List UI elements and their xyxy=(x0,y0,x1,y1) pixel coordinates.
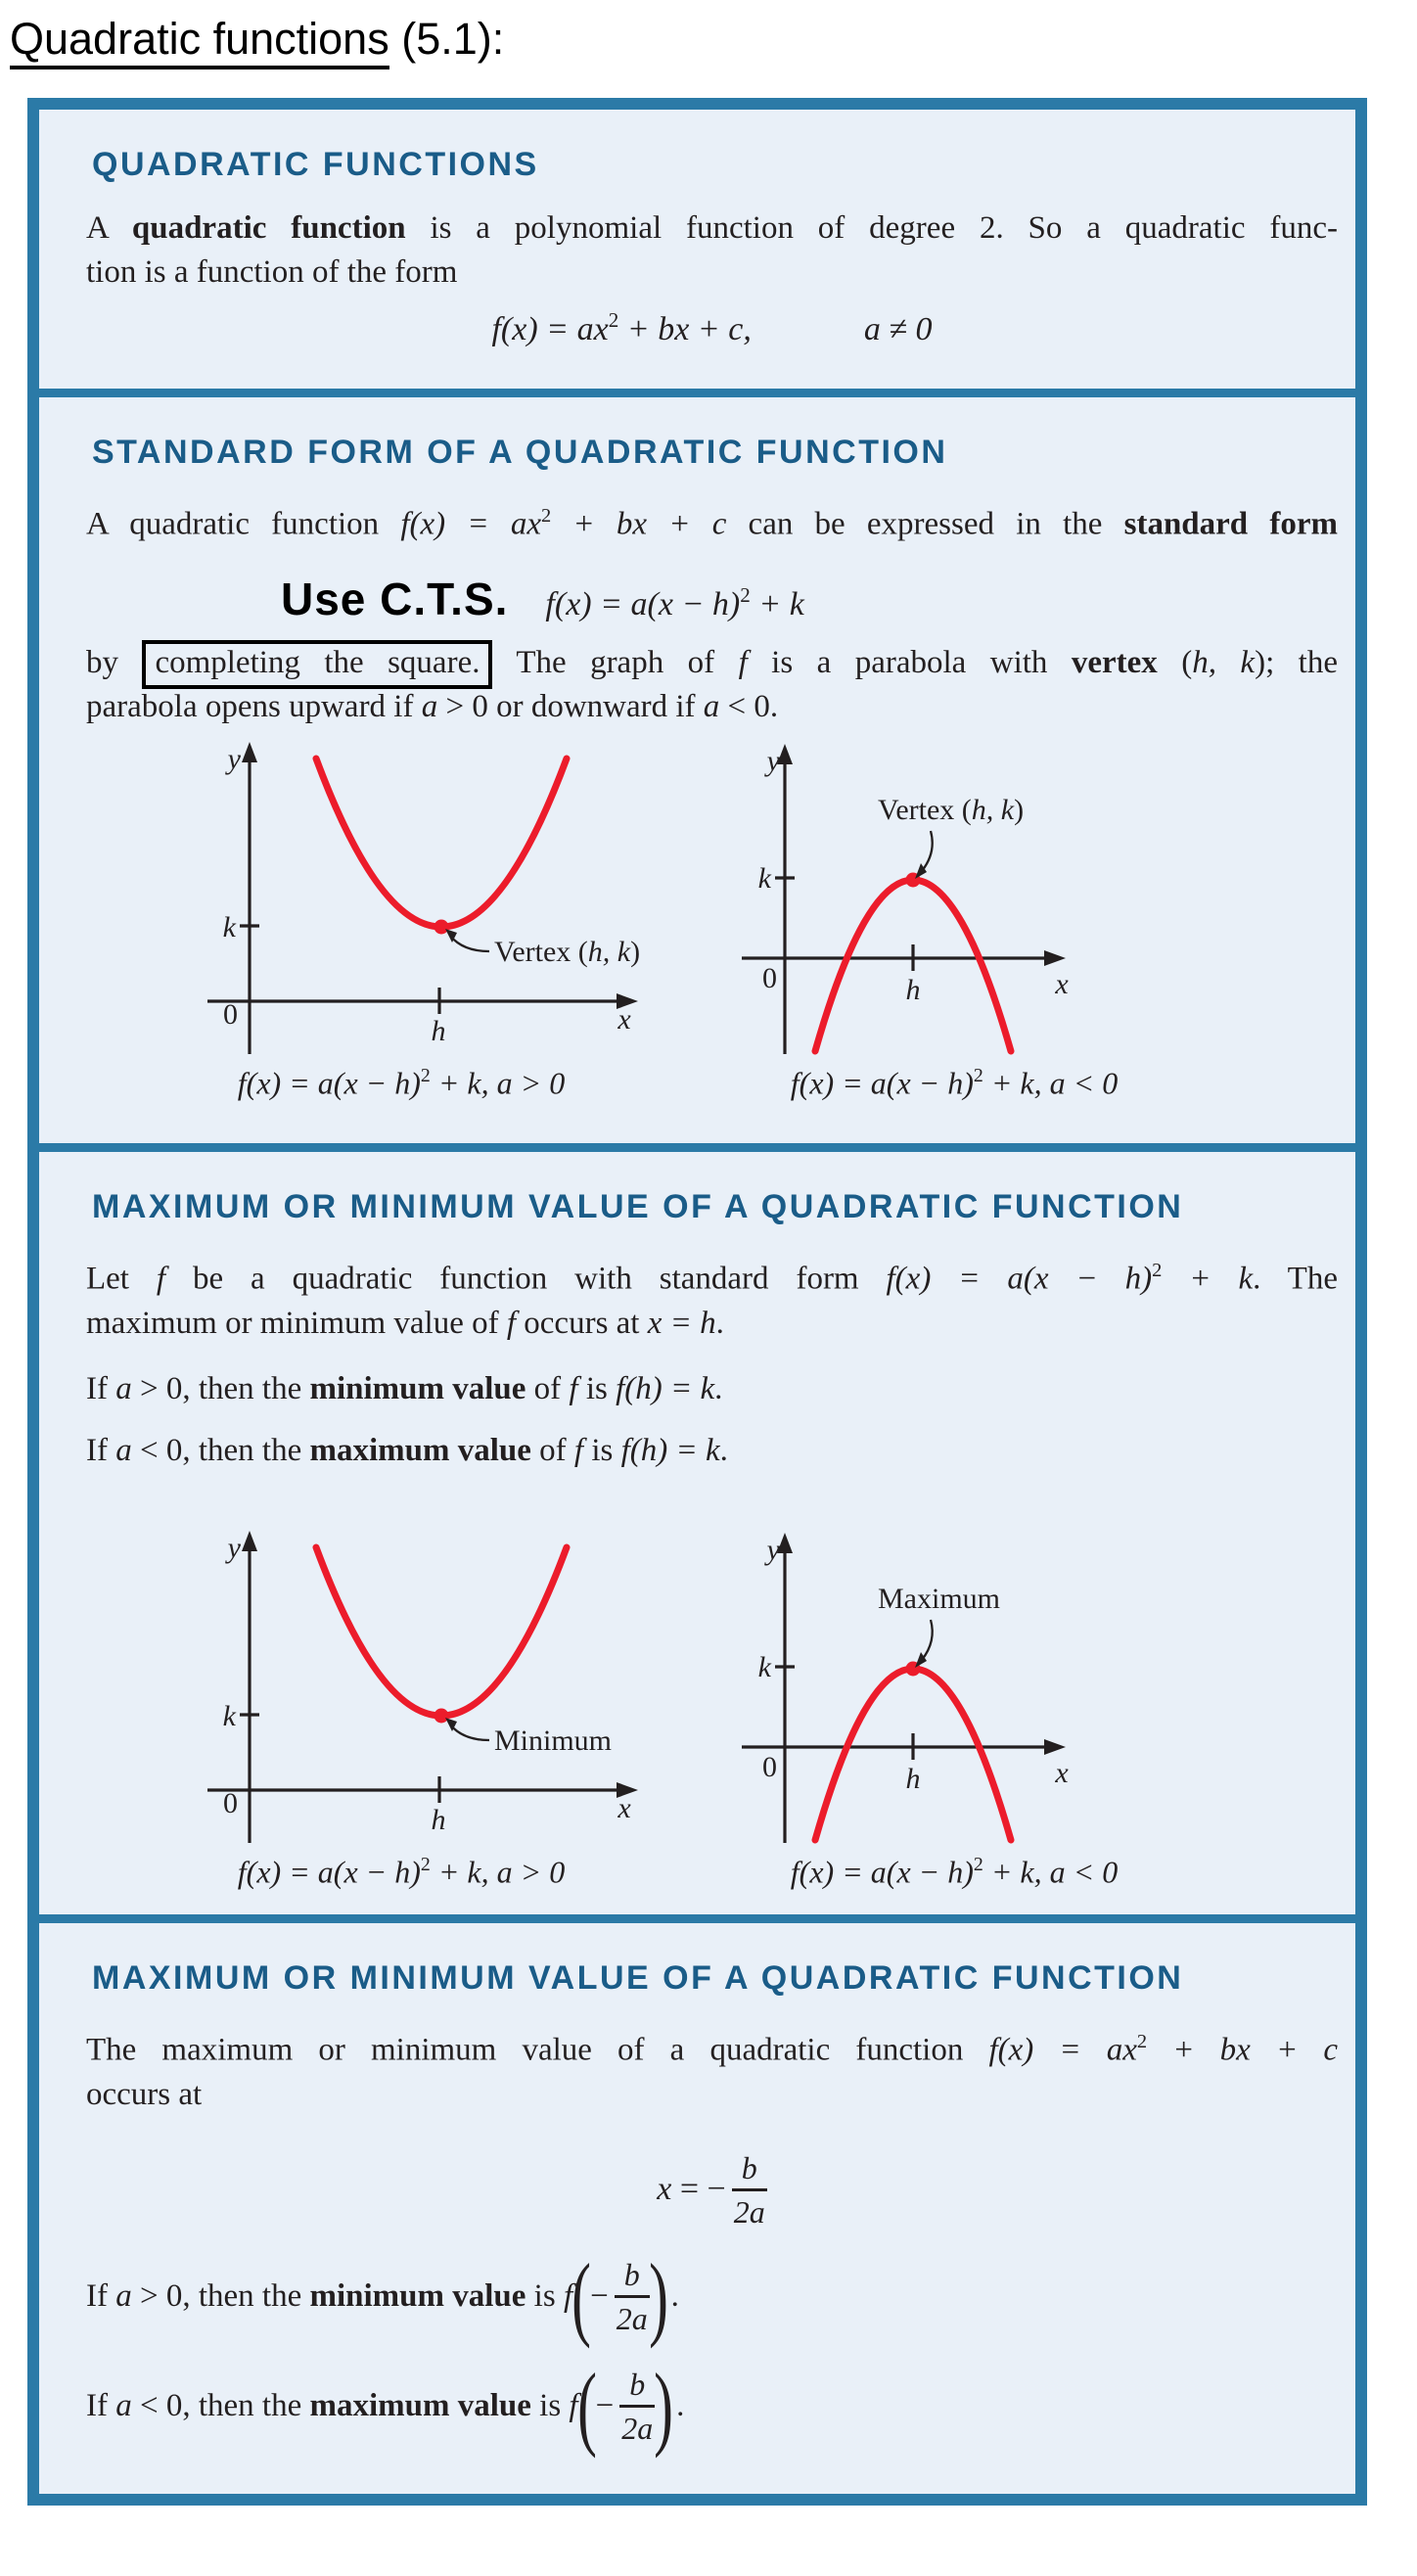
body-line: parabola opens upward if a > 0 or downward if a < 0. xyxy=(86,688,779,724)
graph-caption: $f(x) = a(x - h)^2 + k$, a > 0 xyxy=(237,1853,566,1889)
annotation-arrow xyxy=(450,1725,489,1740)
parabola-curve xyxy=(316,759,567,927)
x-axis-arrow-icon xyxy=(1044,1739,1066,1755)
parabola-curve xyxy=(316,1547,567,1716)
origin-label: 0 xyxy=(762,961,777,994)
open-paren: ( xyxy=(571,2243,592,2349)
y-axis-label: y xyxy=(227,742,241,775)
minimum-annotation-label: Minimum xyxy=(494,1724,613,1757)
fraction-denominator: 2a xyxy=(733,2193,765,2230)
y-axis-arrow-icon xyxy=(242,742,257,762)
origin-label: 0 xyxy=(223,1786,238,1819)
section-header: MAXIMUM OR MINIMUM VALUE OF A QUADRATIC FUNCTION xyxy=(92,1959,1184,1997)
y-axis-label: y xyxy=(227,1531,241,1564)
fraction-numerator: b xyxy=(619,2367,655,2408)
x-axis-label: x xyxy=(1055,967,1069,1000)
content-panel xyxy=(27,98,1367,2506)
fraction-denominator: 2a xyxy=(616,2301,648,2337)
maximum-value-line xyxy=(86,2353,1338,2459)
section-max-min-formula xyxy=(39,1914,1355,2494)
period: . xyxy=(670,2278,679,2315)
graph-caption: $f(x) = a(x - h)^2 + k$, a < 0 xyxy=(790,1853,1119,1889)
body-line: A quadratic function $f(x) = ax^2$ + bx + c can be expressed in the standard form xyxy=(86,505,1338,542)
body-line: Let f be a quadratic function with standard form $f(x) = a(x - h)^2 + k$. The xyxy=(86,1260,1338,1297)
fraction-numerator: b xyxy=(615,2257,650,2298)
vertex-annotation-label: Vertex (h, k) xyxy=(878,793,1025,826)
formula-with-annotation xyxy=(281,573,1338,625)
section-header: QUADRATIC FUNCTIONS xyxy=(92,146,539,183)
vertex-point xyxy=(434,919,449,934)
x-axis-label: x xyxy=(617,1791,631,1824)
handwritten-annotation-cts: Use C.T.S. xyxy=(281,573,509,624)
h-label: h xyxy=(431,1803,446,1836)
figure-parabola-down-vertex xyxy=(714,733,1194,1100)
k-label: k xyxy=(222,1699,236,1732)
minus-sign: − xyxy=(595,2388,615,2424)
standard-form-formula: $f(x) = a(x - h)^2 + k$ xyxy=(545,582,804,622)
origin-label: 0 xyxy=(762,1750,777,1783)
body-line-boxed-phrase: by completing the square. The graph of f is a parabola with vertex (h, k); the xyxy=(86,641,1338,685)
body-line: The maximum or minimum value of a quadratic function $f(x) = ax^2$ + bx + c xyxy=(86,2031,1338,2068)
open-paren: ( xyxy=(576,2353,597,2459)
y-axis-label: y xyxy=(766,1533,780,1566)
figure-parabola-up-vertex xyxy=(161,733,641,1100)
display-formula: $f(x) = ax^2$ + bx + c, a ≠ 0 xyxy=(491,308,933,348)
body-line: tion is a function of the form xyxy=(86,254,458,290)
x-axis-label: x xyxy=(1055,1756,1069,1789)
fraction xyxy=(615,2257,650,2336)
maximum-annotation-label: Maximum xyxy=(878,1582,1000,1615)
body-line: If a > 0, then the minimum value of f is f(h) = k. xyxy=(86,1370,723,1406)
section-quadratic-functions xyxy=(39,110,1355,389)
parabola-up-minimum-graph xyxy=(161,1522,641,1845)
h-label: h xyxy=(905,973,921,1006)
period: . xyxy=(676,2388,685,2424)
parabola-down-maximum-graph xyxy=(714,1522,1194,1845)
page-title xyxy=(10,14,504,65)
fraction xyxy=(619,2367,655,2446)
k-label: k xyxy=(757,1650,771,1683)
x-axis-label: x xyxy=(617,1002,631,1035)
k-label: k xyxy=(222,910,236,943)
fraction-numerator: b xyxy=(732,2150,767,2191)
section-header: STANDARD FORM OF A QUADRATIC FUNCTION xyxy=(92,434,948,471)
annotation-arrow xyxy=(922,831,933,871)
body-line: A quadratic function is a polynomial function of degree 2. So a quadratic func- xyxy=(86,210,1338,246)
graph-row xyxy=(161,1522,1338,1889)
vertex-x-formula xyxy=(86,2150,1338,2230)
h-label: h xyxy=(431,1014,446,1047)
fraction-denominator: 2a xyxy=(621,2411,654,2447)
close-paren: ) xyxy=(654,2353,674,2459)
vertex-annotation-label: Vertex (h, k) xyxy=(494,935,641,968)
formula-lhs: x = − xyxy=(657,2171,726,2208)
graph-caption: $f(x) = a(x - h)^2 + k$, a > 0 xyxy=(237,1064,566,1100)
page-title-rest: (5.1): xyxy=(389,14,505,64)
section-standard-form xyxy=(39,389,1355,1143)
section-header: MAXIMUM OR MINIMUM VALUE OF A QUADRATIC FUNCTION xyxy=(92,1188,1184,1225)
figure-parabola-down-maximum xyxy=(714,1522,1194,1889)
parabola-down-vertex-graph xyxy=(714,733,1194,1056)
parabola-up-vertex-graph xyxy=(161,733,641,1056)
minus-sign: − xyxy=(590,2278,609,2315)
figure-parabola-up-minimum xyxy=(161,1522,641,1889)
page-title-underlined: Quadratic functions xyxy=(10,14,389,69)
line-text: If a > 0, then the minimum value is f xyxy=(86,2278,573,2315)
h-label: h xyxy=(905,1762,921,1795)
annotation-arrow xyxy=(922,1620,933,1660)
axes xyxy=(207,755,621,1054)
y-axis-arrow-icon xyxy=(242,1531,257,1551)
k-label: k xyxy=(757,861,771,895)
graph-row xyxy=(161,733,1338,1100)
section-max-min-value xyxy=(39,1143,1355,1914)
minimum-value-line xyxy=(86,2243,1338,2349)
line-text: If a < 0, then the maximum value is f xyxy=(86,2388,578,2424)
fraction xyxy=(732,2150,767,2230)
x-axis-arrow-icon xyxy=(1044,950,1066,966)
graph-caption: $f(x) = a(x - h)^2 + k$, a < 0 xyxy=(790,1064,1119,1100)
minimum-point xyxy=(434,1708,449,1723)
annotation-arrow xyxy=(450,936,489,951)
body-line: maximum or minimum value of f occurs at x = h. xyxy=(86,1305,724,1341)
y-axis-label: y xyxy=(766,744,780,777)
body-line: occurs at xyxy=(86,2076,203,2112)
close-paren: ) xyxy=(648,2243,668,2349)
axes xyxy=(207,1543,621,1843)
origin-label: 0 xyxy=(223,997,238,1031)
body-line: If a < 0, then the maximum value of f is f(h) = k. xyxy=(86,1432,728,1468)
